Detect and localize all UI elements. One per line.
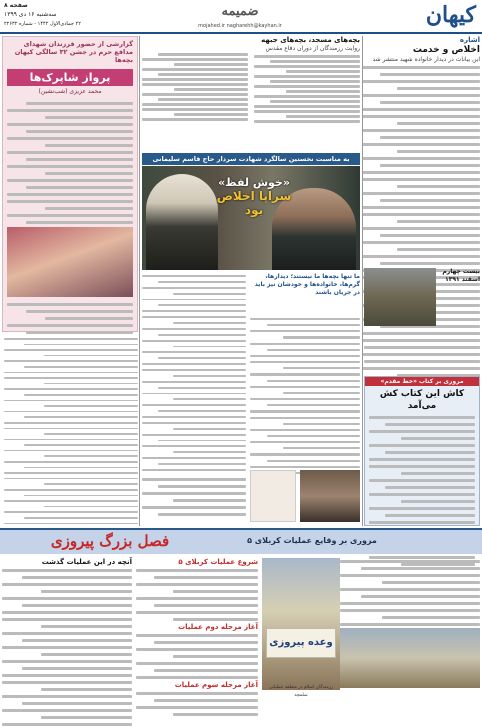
issue-line: صفحه ۸ (4, 2, 28, 9)
center-article-text (142, 53, 360, 124)
bottom-left-text (2, 567, 132, 728)
center-lower-text-2 (250, 316, 360, 476)
leader-figure (146, 174, 218, 270)
painted-banner (266, 628, 336, 658)
right-mid-text (364, 330, 480, 374)
bottom-section-banner (0, 528, 482, 554)
center-article-body: روایت رزمندگان از دوران دفاع مقدس (265, 45, 360, 52)
bottom-center-text-3 (136, 690, 258, 718)
bottom-banner-title: فصل بزرگ پیروزی (50, 532, 170, 550)
bottom-center-text-1 (136, 567, 258, 623)
right-column-body: این بیانات در دیدار خانواده شهید منتشر شد (372, 56, 480, 63)
logo (384, 2, 476, 30)
painted-banner-text: وعده پیروزی (269, 637, 333, 648)
logo-text: کیهان (425, 2, 476, 28)
date-line: سه‌شنبه ۱۶ دی ۱۳۹۹ (4, 11, 57, 18)
bottom-right-column (340, 558, 480, 690)
number-line: ۲۲ جمادی‌الاول ۱۴۴۲ - شماره ۲۲۶۳۲ (4, 21, 81, 27)
center-quote-text: ما تنها بچه‌ها ما نیستند؛ دیدارها، گرم‌ها، خانواده‌ها و خودشان نیز باید در جریان باشند (254, 273, 360, 296)
hero-photo (142, 166, 360, 270)
right-quote (438, 268, 480, 328)
left-lower-text (4, 336, 138, 526)
masthead-website: mojahed.ir nagharehh@kayhan.ir (198, 23, 282, 29)
right-column-title: اخلاص و خدمت (412, 45, 480, 55)
masthead (0, 0, 482, 34)
hero-quote (214, 176, 294, 246)
martyr-portrait (300, 470, 360, 522)
photo-caption: رزمندگان اسلام در منطقه عملیاتی شلمچه (268, 685, 334, 698)
bottom-center-text-2 (136, 632, 258, 681)
left-box-section: پرواز شاپرک‌ها (7, 69, 133, 86)
hero-banner: به مناسبت نخستین سالگرد شهادت سردار حاج قاسم سلیمانی (142, 153, 360, 165)
book-cover-photo (250, 470, 296, 522)
children-photo (7, 227, 133, 297)
left-box-text-bottom (7, 301, 133, 336)
book-box-kicker: مروری بر کتاب «خط مقدم» (365, 377, 479, 386)
battlefield-photo (340, 628, 480, 688)
center-article (142, 36, 360, 152)
bottom-left-column (2, 558, 132, 690)
column-rule (139, 36, 140, 526)
hero-quote-line3: بود (244, 203, 264, 217)
center-article-title: بچه‌های مسجد، بچه‌های جبهه (261, 36, 360, 44)
right-quote-text: بیست چهارم اسفند ۱۳۹۱ (442, 268, 480, 283)
center-quote (250, 273, 360, 313)
bottom-subtitle-3: آغاز مرحله سوم عملیات (174, 681, 258, 689)
right-column-kicker: اشاره (459, 36, 480, 44)
bottom-review-title: مروری بر وقایع عملیات کربلای ۵ (247, 536, 377, 545)
bottom-subtitle-2: آغاز مرحله دوم عملیات (178, 623, 258, 631)
book-box-title: کاش این کتاب کش می‌آمد (379, 389, 465, 411)
center-bottom-text (142, 476, 246, 526)
column-rule (362, 36, 363, 526)
book-box (364, 376, 480, 526)
left-box-title: گزارشی از حضور فرزندان شهدای مدافع حرم در جشن ۳۲ سالگی کیهان بچه‌ها (14, 40, 133, 64)
bottom-left-title: آنچه در این عملیات گذشت (41, 558, 132, 566)
left-box (2, 36, 138, 332)
masthead-subtitle: ضمیمه (221, 4, 259, 19)
center-lower-text (142, 273, 246, 473)
soldiers-photo (364, 268, 436, 326)
bottom-center-column (136, 558, 258, 690)
left-box-author: محمد عزیزی (شب‌نشین) (38, 88, 102, 95)
hero-quote-line1: «خوش لفظ» (218, 176, 290, 189)
hero-quote-line2: سراپا اخلاص (216, 189, 292, 203)
bottom-subtitle-1: شروع عملیات کربلای ۵ (178, 558, 258, 566)
